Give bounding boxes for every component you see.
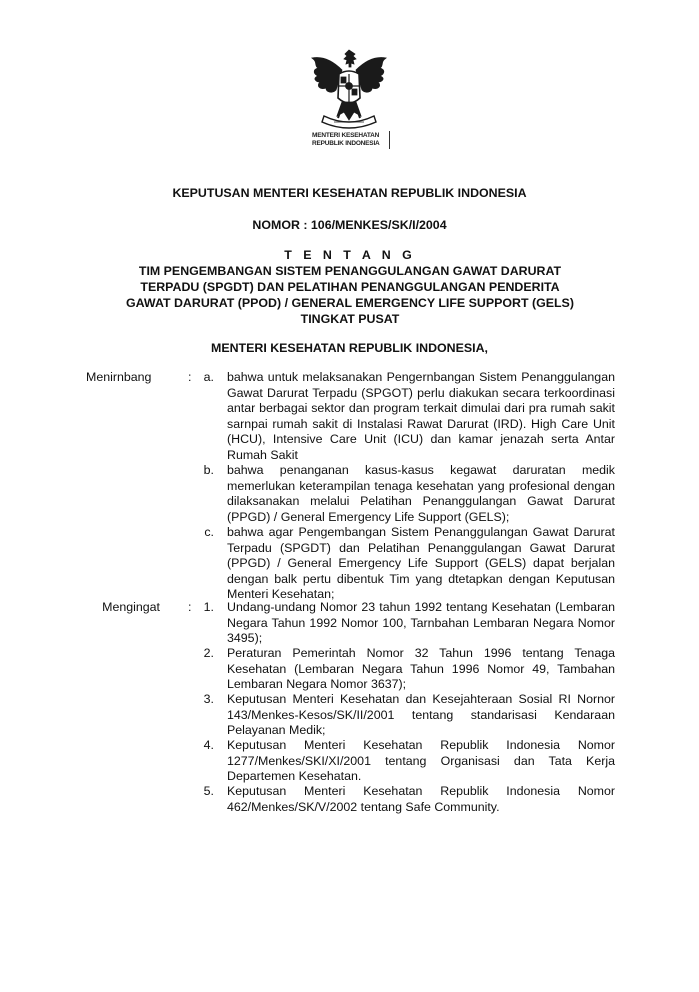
mengingat-item-1: Undang-undang Nomor 23 tahun 1992 tentang Kesehatan (Lembaran Negara Tahun 1992 Nomor 100, Tarnbahan Lembaran Negara Nomor 3495); bbox=[227, 600, 615, 645]
subject-block bbox=[60, 247, 640, 327]
menimbang-item-b: bahwa penanganan kasus-kasus kegawat daruratan medik memerlukan keterampilan tenaga kesehatan yang profesional dengan dilaksanakan melalui Pelatihan Penanggulangan Gawat Darurat (PPGD) / General Emergency Life Support (GELS); bbox=[227, 463, 615, 524]
minister-heading: MENTERI KESEHATAN REPUBLIK INDONESIA, bbox=[211, 341, 488, 355]
list-marker: 1. bbox=[203, 600, 214, 614]
mengingat-colon: : bbox=[188, 600, 192, 614]
emblem-caption-line2: REPUBLIK INDONESIA bbox=[312, 140, 380, 147]
garuda-emblem-icon bbox=[304, 44, 394, 136]
list-marker: c. bbox=[204, 525, 214, 539]
mengingat-label: Mengingat bbox=[102, 600, 160, 614]
emblem-caption bbox=[312, 132, 392, 148]
subject-line: TIM PENGEMBANGAN SISTEM PENANGGULANGAN GAWAT DARURAT bbox=[138, 264, 562, 278]
list-marker: 3. bbox=[203, 692, 214, 706]
menimbang-item-a: bahwa untuk melaksanakan Pengernbangan Sistem Penanggulangan Gawat Darurat Terpadu (SPGOT) perlu diakukan secara terkoordinasi antar berbagai sektor dan program terkait dimulai dari pra rumah sakit sarnpai rumah sakit di Instalasi Rawat Darurat (IRD). High Care Unit (HCU), Intensive Care Unit (ICU) dan kamar jenazah serta Antar Rumah Sakit bbox=[227, 370, 615, 462]
subject-line: TERPADU (SPGDT) DAN PELATIHAN PENANGGULANGAN PENDERITA bbox=[140, 280, 560, 294]
mengingat-item-2: Peraturan Pemerintah Nomor 32 Tahun 1996 tentang Tenaga Kesehatan (Lembaran Negara Tahun 1996 Nomor 49, Tambahan Lembaran Negara Nomor 3637); bbox=[227, 646, 615, 691]
mengingat-item-3: Keputusan Menteri Kesehatan dan Kesejahteraan Sosial RI Nornor 143/Menkes-Kesos/SK/II/2001 tentang standarisasi Kendaraan Pelayanan Medik; bbox=[227, 692, 615, 737]
list-marker: a. bbox=[203, 370, 214, 384]
list-marker: 5. bbox=[203, 784, 214, 798]
mengingat-item-4: Keputusan Menteri Kesehatan Republik Indonesia Nomor 1277/Menkes/SKI/XI/2001 tentang Organisasi dan Tata Kerja Departemen Kesehatan. bbox=[227, 738, 615, 783]
emblem-caption-line1: MENTERI KESEHATAN bbox=[312, 132, 380, 139]
subject-line: TINGKAT PUSAT bbox=[300, 312, 400, 326]
list-marker: b. bbox=[203, 463, 214, 477]
subject-line: GAWAT DARURAT (PPOD) / GENERAL EMERGENCY LIFE SUPPORT (GELS) bbox=[126, 296, 574, 310]
list-marker: 4. bbox=[203, 738, 214, 752]
list-marker: 2. bbox=[203, 646, 214, 660]
document-number: NOMOR : 106/MENKES/SK/I/2004 bbox=[252, 218, 447, 232]
menimbang-colon: : bbox=[188, 370, 192, 384]
menimbang-item-c: bahwa agar Pengembangan Sistem Penanggulangan Gawat Darurat Terpadu (SPGDT) dan Pelatihan Penanggulangan Gawat Darurat (PPGD) / General Emergency Life Support (GELS) dapat berjalan dengan balk pertu dibentuk Tim yang dtetapkan dengan Keputusan Menteri Kesehatan; bbox=[227, 525, 615, 601]
tentang-heading: T E N T A N G bbox=[284, 248, 416, 262]
mengingat-item-5: Keputusan Menteri Kesehatan Republik Indonesia Nomor 462/Menkes/SK/V/2002 tentang Safe Community. bbox=[227, 784, 615, 814]
emblem-divider bbox=[389, 131, 390, 149]
menimbang-label: Menirnbang bbox=[86, 370, 152, 384]
document-title: KEPUTUSAN MENTERI KESEHATAN REPUBLIK INDONESIA bbox=[172, 186, 527, 200]
